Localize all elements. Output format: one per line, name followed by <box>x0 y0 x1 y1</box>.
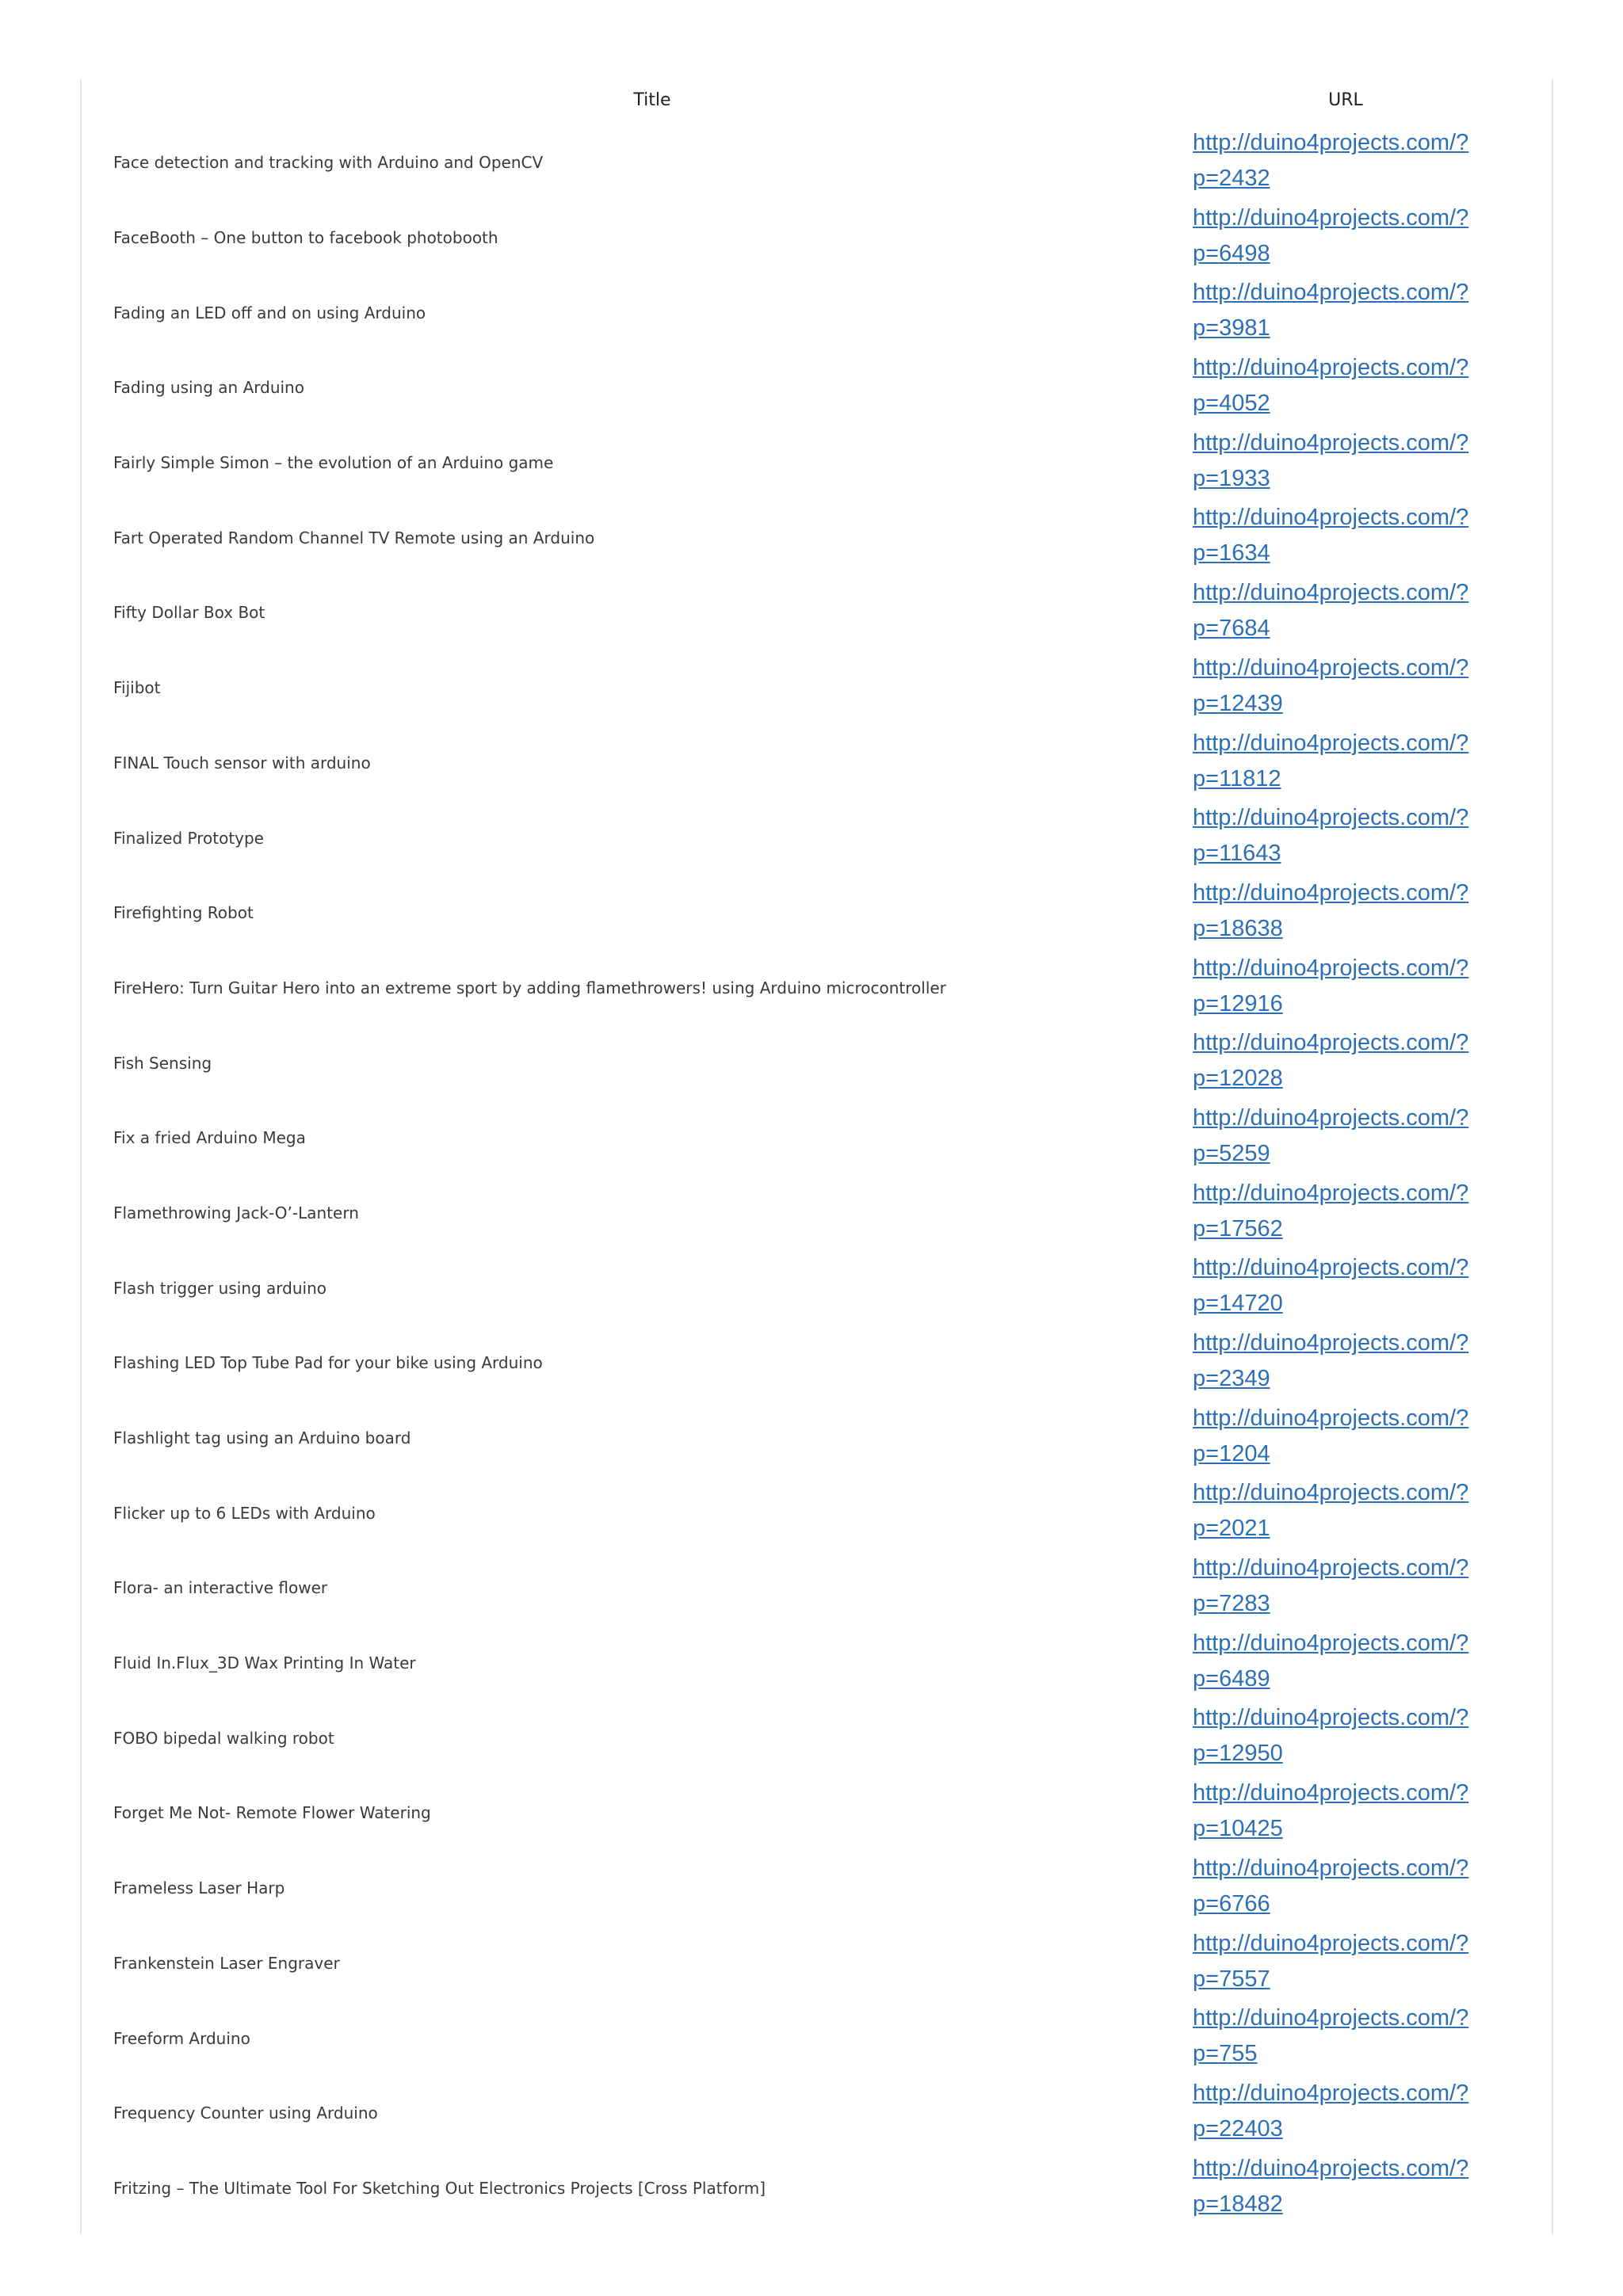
row-url-cell <box>1193 1401 1510 1476</box>
row-url-link[interactable]: http://duino4projects.com/?p=4052 <box>1193 355 1469 417</box>
row-url-link[interactable]: http://duino4projects.com/?p=2021 <box>1193 1480 1469 1542</box>
table-row <box>82 575 1552 650</box>
row-url-link[interactable]: http://duino4projects.com/?p=12950 <box>1193 1705 1469 1767</box>
row-title: Freeform Arduino <box>113 2028 250 2048</box>
row-url-cell <box>1193 875 1510 951</box>
table-row <box>82 1700 1552 1775</box>
row-title: Fish Sensing <box>113 1053 212 1073</box>
table-row <box>82 1176 1552 1251</box>
row-title: Face detection and tracking with Arduino and OpenCV <box>113 153 544 173</box>
row-title: Fijibot <box>113 678 161 698</box>
row-url-cell <box>1193 1325 1510 1401</box>
row-title: Frequency Counter using Arduino <box>113 2103 378 2123</box>
row-url-link[interactable]: http://duino4projects.com/?p=11812 <box>1193 730 1469 791</box>
table-row <box>82 1325 1552 1401</box>
table-row <box>82 951 1552 1026</box>
row-title: Flashlight tag using an Arduino board <box>113 1428 411 1448</box>
table-row <box>82 800 1552 875</box>
row-url-link[interactable]: http://duino4projects.com/?p=12028 <box>1193 1030 1469 1092</box>
row-url-cell <box>1193 575 1510 650</box>
row-url-link[interactable]: http://duino4projects.com/?p=5259 <box>1193 1104 1469 1166</box>
header-url: URL <box>1328 90 1363 110</box>
row-url-cell <box>1193 1475 1510 1550</box>
row-url-cell <box>1193 125 1510 200</box>
row-url-link[interactable]: http://duino4projects.com/?p=755 <box>1193 2005 1469 2067</box>
row-url-link[interactable]: http://duino4projects.com/?p=10425 <box>1193 1780 1469 1842</box>
table-row <box>82 425 1552 501</box>
row-title: Forget Me Not- Remote Flower Watering <box>113 1803 431 1823</box>
row-title: FaceBooth – One button to facebook photobooth <box>113 228 498 248</box>
row-title: FINAL Touch sensor with arduino <box>113 753 371 772</box>
row-url-cell <box>1193 2076 1510 2151</box>
table-row <box>82 650 1552 726</box>
table-row <box>82 2151 1552 2226</box>
row-url-link[interactable]: http://duino4projects.com/?p=1933 <box>1193 429 1469 491</box>
row-title: Fritzing – The Ultimate Tool For Sketching Out Electronics Projects [Cross Platform] <box>113 2178 766 2198</box>
row-url-link[interactable]: http://duino4projects.com/?p=7684 <box>1193 580 1469 642</box>
row-url-link[interactable]: http://duino4projects.com/?p=7557 <box>1193 1930 1469 1992</box>
row-url-link[interactable]: http://duino4projects.com/?p=2432 <box>1193 130 1469 191</box>
table-row <box>82 1926 1552 2001</box>
row-url-cell <box>1193 275 1510 350</box>
row-title: Flicker up to 6 LEDs with Arduino <box>113 1503 376 1523</box>
row-title: Flashing LED Top Tube Pad for your bike using Arduino <box>113 1353 543 1373</box>
row-url-link[interactable]: http://duino4projects.com/?p=17562 <box>1193 1180 1469 1241</box>
row-url-link[interactable]: http://duino4projects.com/?p=1204 <box>1193 1405 1469 1466</box>
table-row <box>82 1851 1552 1926</box>
row-url-cell <box>1193 1250 1510 1325</box>
row-url-cell <box>1193 1550 1510 1626</box>
row-title: Frameless Laser Harp <box>113 1878 285 1898</box>
table-row <box>82 125 1552 200</box>
row-url-cell <box>1193 500 1510 575</box>
table-row <box>82 1401 1552 1476</box>
row-title: Finalized Prototype <box>113 828 264 848</box>
table-row <box>82 500 1552 575</box>
row-title: Flora- an interactive flower <box>113 1578 328 1598</box>
row-title: Fart Operated Random Channel TV Remote using an Arduino <box>113 528 595 547</box>
row-url-cell <box>1193 425 1510 501</box>
row-url-link[interactable]: http://duino4projects.com/?p=7283 <box>1193 1555 1469 1617</box>
table-row <box>82 275 1552 350</box>
table-row <box>82 2000 1552 2076</box>
header-title: Title <box>633 90 671 110</box>
row-url-cell <box>1193 1100 1510 1176</box>
row-url-link[interactable]: http://duino4projects.com/?p=6489 <box>1193 1630 1469 1691</box>
row-title: Fix a fried Arduino Mega <box>113 1128 306 1148</box>
document-page <box>80 79 1553 2234</box>
table-row <box>82 875 1552 951</box>
row-url-link[interactable]: http://duino4projects.com/?p=6498 <box>1193 204 1469 266</box>
table-row <box>82 1550 1552 1626</box>
row-title: FOBO bipedal walking robot <box>113 1728 334 1748</box>
row-url-cell <box>1193 951 1510 1026</box>
row-url-link[interactable]: http://duino4projects.com/?p=3981 <box>1193 280 1469 341</box>
row-title: Flamethrowing Jack-O’-Lantern <box>113 1203 359 1222</box>
table-header <box>82 79 1552 125</box>
row-url-cell <box>1193 1851 1510 1926</box>
row-url-link[interactable]: http://duino4projects.com/?p=14720 <box>1193 1255 1469 1317</box>
table-row <box>82 1025 1552 1100</box>
row-url-cell <box>1193 726 1510 801</box>
row-url-link[interactable]: http://duino4projects.com/?p=11643 <box>1193 805 1469 867</box>
row-url-cell <box>1193 1626 1510 1701</box>
row-url-link[interactable]: http://duino4projects.com/?p=12916 <box>1193 955 1469 1016</box>
row-title: Fifty Dollar Box Bot <box>113 603 265 623</box>
row-url-cell <box>1193 1176 1510 1251</box>
row-url-cell <box>1193 1025 1510 1100</box>
row-title: Fairly Simple Simon – the evolution of an Arduino game <box>113 453 554 473</box>
row-url-cell <box>1193 1700 1510 1775</box>
row-title: Fading an LED off and on using Arduino <box>113 303 426 322</box>
table-row <box>82 1100 1552 1176</box>
table-row <box>82 2076 1552 2151</box>
table-row <box>82 350 1552 425</box>
table-row <box>82 1475 1552 1550</box>
row-url-cell <box>1193 650 1510 726</box>
row-url-link[interactable]: http://duino4projects.com/?p=2349 <box>1193 1330 1469 1391</box>
table-row <box>82 1250 1552 1325</box>
row-title: Firefighting Robot <box>113 903 254 923</box>
table-body <box>82 125 1552 2225</box>
row-title: Frankenstein Laser Engraver <box>113 1953 340 1973</box>
table-row <box>82 1626 1552 1701</box>
row-url-link[interactable]: http://duino4projects.com/?p=22403 <box>1193 2080 1469 2142</box>
row-url-link[interactable]: http://duino4projects.com/?p=18482 <box>1193 2155 1469 2217</box>
row-url-link[interactable]: http://duino4projects.com/?p=1634 <box>1193 505 1469 566</box>
row-url-link[interactable]: http://duino4projects.com/?p=6766 <box>1193 1855 1469 1917</box>
row-title: Fluid In.Flux_3D Wax Printing In Water <box>113 1653 416 1673</box>
table-row <box>82 1775 1552 1851</box>
row-url-cell <box>1193 2000 1510 2076</box>
row-url-cell <box>1193 200 1510 276</box>
row-url-link[interactable]: http://duino4projects.com/?p=12439 <box>1193 654 1469 716</box>
table-row <box>82 726 1552 801</box>
row-title: Flash trigger using arduino <box>113 1278 327 1298</box>
row-url-cell <box>1193 800 1510 875</box>
row-title: FireHero: Turn Guitar Hero into an extreme sport by adding flamethrowers! using Arduino microcontroller <box>113 978 946 997</box>
row-title: Fading using an Arduino <box>113 378 304 398</box>
row-url-cell <box>1193 350 1510 425</box>
row-url-link[interactable]: http://duino4projects.com/?p=18638 <box>1193 879 1469 941</box>
row-url-cell <box>1193 2151 1510 2226</box>
row-url-cell <box>1193 1926 1510 2001</box>
table-row <box>82 200 1552 276</box>
row-url-cell <box>1193 1775 1510 1851</box>
